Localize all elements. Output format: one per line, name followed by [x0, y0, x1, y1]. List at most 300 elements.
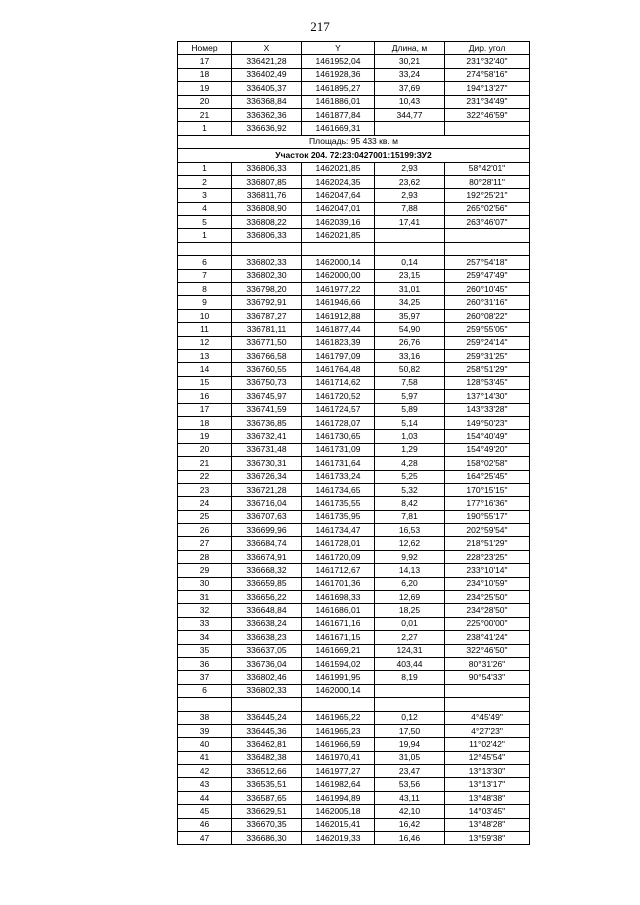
- cell-length: 17,41: [375, 216, 445, 229]
- cell-bearing: 158°02'58": [445, 457, 530, 470]
- cell-length: 5,14: [375, 416, 445, 429]
- cell-y: 1461982,64: [302, 778, 375, 791]
- cell-number: 37: [178, 671, 232, 684]
- cell-bearing: 13°48'38": [445, 791, 530, 804]
- table-row: [178, 390, 530, 403]
- cell-length: 12,62: [375, 537, 445, 550]
- cell-x: 336798,20: [232, 283, 302, 296]
- cell-number: 14: [178, 363, 232, 376]
- cell-y: 1462000,14: [302, 256, 375, 269]
- cell-number: 33: [178, 617, 232, 630]
- cell-length: 403,44: [375, 657, 445, 670]
- cell-number: 11: [178, 323, 232, 336]
- cell-number: 47: [178, 832, 232, 845]
- cell-x: 336741,59: [232, 403, 302, 416]
- table-row: [178, 55, 530, 68]
- cell-bearing: 192°25'21": [445, 189, 530, 202]
- cell-number: 13: [178, 349, 232, 362]
- cell-bearing: 260°10'45": [445, 283, 530, 296]
- cell-y: 1461823,39: [302, 336, 375, 349]
- cell-bearing: [445, 229, 530, 242]
- cell-length: 2,27: [375, 631, 445, 644]
- cell-y: 1461686,01: [302, 604, 375, 617]
- cell-bearing: 14°03'45": [445, 805, 530, 818]
- cell-bearing: 128°53'45": [445, 376, 530, 389]
- cell-bearing: 154°40'49": [445, 430, 530, 443]
- cell-number: 17: [178, 403, 232, 416]
- cell-length: 0,14: [375, 256, 445, 269]
- table-row: [178, 738, 530, 751]
- cell-y: 1461730,65: [302, 430, 375, 443]
- cell-y: 1462000,14: [302, 684, 375, 697]
- cell-x: 336421,28: [232, 55, 302, 68]
- table-row: [178, 724, 530, 737]
- cell-length: 9,92: [375, 550, 445, 563]
- cell-number: 45: [178, 805, 232, 818]
- cell-y: 1461720,52: [302, 390, 375, 403]
- cell-y: 1461952,04: [302, 55, 375, 68]
- table-row: [178, 376, 530, 389]
- table-row: [178, 82, 530, 95]
- cell-bearing: 13°59'38": [445, 832, 530, 845]
- cell-bearing: 4°45'49": [445, 711, 530, 724]
- table-row: [178, 309, 530, 322]
- table-row: [178, 457, 530, 470]
- cell-length: 54,90: [375, 323, 445, 336]
- cell-number: 39: [178, 724, 232, 737]
- cell-x: 336686,30: [232, 832, 302, 845]
- table-row: [178, 296, 530, 309]
- cell-bearing: 234°28'50": [445, 604, 530, 617]
- cell-length: 33,16: [375, 349, 445, 362]
- cell-x: 336726,34: [232, 470, 302, 483]
- cell-bearing: 154°49'20": [445, 443, 530, 456]
- table-row: [178, 68, 530, 81]
- cell-y: 1461731,64: [302, 457, 375, 470]
- cell-length: 7,88: [375, 202, 445, 215]
- cell-x: 336802,33: [232, 684, 302, 697]
- cell-number: 38: [178, 711, 232, 724]
- table-header-row: [178, 42, 530, 55]
- table-row: [178, 778, 530, 791]
- cell-bearing: 265°02'56": [445, 202, 530, 215]
- cell-number: 25: [178, 510, 232, 523]
- table-row: [178, 283, 530, 296]
- cell-x: 336629,51: [232, 805, 302, 818]
- header-number: Номер: [178, 42, 232, 55]
- cell-y: 1461764,48: [302, 363, 375, 376]
- cell-number: 12: [178, 336, 232, 349]
- cell-x: 336684,74: [232, 537, 302, 550]
- cell-x: 336512,66: [232, 765, 302, 778]
- cell-y: 1461714,62: [302, 376, 375, 389]
- table-row: [178, 202, 530, 215]
- cell-bearing: [445, 122, 530, 135]
- cell-number: 20: [178, 95, 232, 108]
- table-row: [178, 229, 530, 242]
- cell-length: [375, 122, 445, 135]
- cell-x: 336731,48: [232, 443, 302, 456]
- cell-bearing: 13°13'30": [445, 765, 530, 778]
- cell-y: 1461912,88: [302, 309, 375, 322]
- cell-bearing: 225°00'00": [445, 617, 530, 630]
- cell-x: 336806,33: [232, 229, 302, 242]
- cell-number: 5: [178, 216, 232, 229]
- cell-number: 44: [178, 791, 232, 804]
- table-row: [178, 430, 530, 443]
- cell-x: 336745,97: [232, 390, 302, 403]
- cell-length: 0,12: [375, 711, 445, 724]
- cell-x: 336462,81: [232, 738, 302, 751]
- cell-bearing: 233°10'14": [445, 564, 530, 577]
- cell-length: 53,56: [375, 778, 445, 791]
- cell-bearing: 231°34'49": [445, 95, 530, 108]
- table-row: [178, 162, 530, 175]
- cell-number: 18: [178, 68, 232, 81]
- table-row: [178, 698, 530, 711]
- cell-number: 30: [178, 577, 232, 590]
- cell-x: 336730,31: [232, 457, 302, 470]
- cell-number: 17: [178, 55, 232, 68]
- cell-length: 30,21: [375, 55, 445, 68]
- cell-bearing: 13°13'17": [445, 778, 530, 791]
- cell-x: 336802,46: [232, 671, 302, 684]
- cell-number: 46: [178, 818, 232, 831]
- cell-length: 5,25: [375, 470, 445, 483]
- table-row: [178, 631, 530, 644]
- cell-length: 17,50: [375, 724, 445, 737]
- cell-bearing: 12°45'54": [445, 751, 530, 764]
- cell-y: 1461720,09: [302, 550, 375, 563]
- header-length: Длина, м: [375, 42, 445, 55]
- cell-number: 40: [178, 738, 232, 751]
- cell-y: 1462021,85: [302, 229, 375, 242]
- cell-y: 1461669,21: [302, 644, 375, 657]
- area-summary: Площадь: 95 433 кв. м: [178, 135, 530, 148]
- cell-number: 10: [178, 309, 232, 322]
- cell-number: 21: [178, 457, 232, 470]
- cell-y: 1461671,15: [302, 631, 375, 644]
- cell-length: 7,81: [375, 510, 445, 523]
- table-row: [178, 242, 530, 255]
- cell-bearing: [445, 684, 530, 697]
- cell-x: 336807,85: [232, 175, 302, 188]
- cell-number: 21: [178, 108, 232, 121]
- cell-x: 336482,38: [232, 751, 302, 764]
- cell-bearing: 58°42'01": [445, 162, 530, 175]
- cell-bearing: 194°13'27": [445, 82, 530, 95]
- cell-length: 5,32: [375, 483, 445, 496]
- cell-length: 16,46: [375, 832, 445, 845]
- cell-length: 2,93: [375, 189, 445, 202]
- table-row: [178, 323, 530, 336]
- table-row: [178, 122, 530, 135]
- cell-y: 1461886,01: [302, 95, 375, 108]
- cell-number: 1: [178, 122, 232, 135]
- cell-number: 7: [178, 269, 232, 282]
- cell-length: 31,05: [375, 751, 445, 764]
- cell-number: 26: [178, 524, 232, 537]
- cell-y: 1462000,00: [302, 269, 375, 282]
- cell-x: 336674,91: [232, 550, 302, 563]
- cell-number: 18: [178, 416, 232, 429]
- cell-y: 1462047,64: [302, 189, 375, 202]
- cell-length: 26,76: [375, 336, 445, 349]
- cell-y: 1461991,95: [302, 671, 375, 684]
- cell-x: 336405,37: [232, 82, 302, 95]
- cell-number: 24: [178, 497, 232, 510]
- cell-x: 336707,63: [232, 510, 302, 523]
- table-row: [178, 537, 530, 550]
- cell-x: 336402,49: [232, 68, 302, 81]
- cell-length: 23,47: [375, 765, 445, 778]
- table-row: [178, 269, 530, 282]
- cell-x: 336648,84: [232, 604, 302, 617]
- cell-y: 1461734,47: [302, 524, 375, 537]
- parcel-title-row: [178, 149, 530, 162]
- table-row: [178, 349, 530, 362]
- cell-bearing: 13°48'28": [445, 818, 530, 831]
- table-row: [178, 791, 530, 804]
- table-row: [178, 751, 530, 764]
- cell-number: 28: [178, 550, 232, 563]
- cell-y: [302, 242, 375, 255]
- cell-bearing: 228°23'25": [445, 550, 530, 563]
- cell-length: [375, 242, 445, 255]
- cell-bearing: 80°28'11": [445, 175, 530, 188]
- cell-x: [232, 698, 302, 711]
- cell-number: 19: [178, 430, 232, 443]
- cell-y: 1462039,16: [302, 216, 375, 229]
- cell-length: 33,24: [375, 68, 445, 81]
- cell-x: 336445,24: [232, 711, 302, 724]
- cell-bearing: 202°59'54": [445, 524, 530, 537]
- cell-bearing: 11°02'42": [445, 738, 530, 751]
- cell-y: 1461994,89: [302, 791, 375, 804]
- cell-y: 1462021,85: [302, 162, 375, 175]
- cell-y: 1462019,33: [302, 832, 375, 845]
- cell-x: 336750,73: [232, 376, 302, 389]
- cell-x: 336736,85: [232, 416, 302, 429]
- cell-y: 1461946,66: [302, 296, 375, 309]
- cell-y: 1461724,57: [302, 403, 375, 416]
- table-row: [178, 711, 530, 724]
- cell-number: 35: [178, 644, 232, 657]
- cell-bearing: 238°41'24": [445, 631, 530, 644]
- cell-x: 336656,22: [232, 591, 302, 604]
- cell-length: 5,97: [375, 390, 445, 403]
- cell-length: 16,42: [375, 818, 445, 831]
- cell-number: 9: [178, 296, 232, 309]
- cell-bearing: 322°46'50": [445, 644, 530, 657]
- cell-x: 336736,04: [232, 657, 302, 670]
- area-summary-row: [178, 135, 530, 148]
- cell-length: 8,42: [375, 497, 445, 510]
- cell-y: 1461733,24: [302, 470, 375, 483]
- cell-length: 0,01: [375, 617, 445, 630]
- cell-length: 19,94: [375, 738, 445, 751]
- cell-bearing: 259°47'49": [445, 269, 530, 282]
- cell-number: 32: [178, 604, 232, 617]
- cell-bearing: 137°14'30": [445, 390, 530, 403]
- cell-y: 1461965,22: [302, 711, 375, 724]
- cell-number: 27: [178, 537, 232, 550]
- cell-number: 16: [178, 390, 232, 403]
- cell-bearing: [445, 698, 530, 711]
- cell-y: 1461877,44: [302, 323, 375, 336]
- cell-bearing: 257°54'18": [445, 256, 530, 269]
- cell-x: 336535,51: [232, 778, 302, 791]
- cell-bearing: 263°46'07": [445, 216, 530, 229]
- cell-bearing: 164°25'45": [445, 470, 530, 483]
- table-row: [178, 818, 530, 831]
- cell-x: 336811,76: [232, 189, 302, 202]
- cell-bearing: 231°32'40": [445, 55, 530, 68]
- table-row: [178, 497, 530, 510]
- cell-x: 336716,04: [232, 497, 302, 510]
- cell-bearing: 260°31'16": [445, 296, 530, 309]
- cell-length: 124,31: [375, 644, 445, 657]
- cell-x: 336638,23: [232, 631, 302, 644]
- table-row: [178, 175, 530, 188]
- cell-number: 3: [178, 189, 232, 202]
- cell-bearing: 143°33'28": [445, 403, 530, 416]
- cell-length: 23,62: [375, 175, 445, 188]
- cell-y: 1461735,55: [302, 497, 375, 510]
- cell-y: 1461895,27: [302, 82, 375, 95]
- table-body: [178, 55, 530, 845]
- cell-x: 336802,30: [232, 269, 302, 282]
- cell-y: 1462005,18: [302, 805, 375, 818]
- cell-x: 336771,50: [232, 336, 302, 349]
- cell-number: 31: [178, 591, 232, 604]
- cell-y: 1461928,36: [302, 68, 375, 81]
- cell-x: 336721,28: [232, 483, 302, 496]
- cell-x: 336760,55: [232, 363, 302, 376]
- table-row: [178, 416, 530, 429]
- cell-y: 1462024,35: [302, 175, 375, 188]
- cell-y: 1462047,01: [302, 202, 375, 215]
- cell-y: 1461669,31: [302, 122, 375, 135]
- cell-number: 34: [178, 631, 232, 644]
- cell-number: 43: [178, 778, 232, 791]
- table-row: [178, 805, 530, 818]
- cell-length: 50,82: [375, 363, 445, 376]
- cell-bearing: 259°55'05": [445, 323, 530, 336]
- cell-bearing: 149°50'23": [445, 416, 530, 429]
- cell-length: 8,19: [375, 671, 445, 684]
- cell-number: 22: [178, 470, 232, 483]
- table-row: [178, 363, 530, 376]
- cell-number: 20: [178, 443, 232, 456]
- cell-length: 23,15: [375, 269, 445, 282]
- cell-y: [302, 698, 375, 711]
- cell-length: [375, 229, 445, 242]
- parcel-title: Участок 204. 72:23:0427001:15199:ЗУ2: [178, 149, 530, 162]
- cell-length: 14,13: [375, 564, 445, 577]
- cell-y: 1461734,65: [302, 483, 375, 496]
- table-row: [178, 564, 530, 577]
- table-row: [178, 483, 530, 496]
- cell-length: 344,77: [375, 108, 445, 121]
- cell-x: 336806,33: [232, 162, 302, 175]
- cell-bearing: 80°31'26": [445, 657, 530, 670]
- cell-bearing: 259°31'25": [445, 349, 530, 362]
- cell-number: 4: [178, 202, 232, 215]
- cell-length: 1,03: [375, 430, 445, 443]
- cell-number: [178, 698, 232, 711]
- cell-x: 336362,36: [232, 108, 302, 121]
- cell-number: 1: [178, 229, 232, 242]
- table-row: [178, 470, 530, 483]
- cell-number: 6: [178, 256, 232, 269]
- cell-number: 19: [178, 82, 232, 95]
- cell-bearing: 170°15'15": [445, 483, 530, 496]
- cell-x: 336732,41: [232, 430, 302, 443]
- table-row: [178, 765, 530, 778]
- cell-x: 336787,27: [232, 309, 302, 322]
- cell-length: 35,97: [375, 309, 445, 322]
- header-x: X: [232, 42, 302, 55]
- cell-bearing: 234°10'59": [445, 577, 530, 590]
- cell-x: 336670,35: [232, 818, 302, 831]
- cell-y: 1461977,27: [302, 765, 375, 778]
- cell-length: 6,20: [375, 577, 445, 590]
- cell-y: 1461970,41: [302, 751, 375, 764]
- cell-bearing: 322°46'59": [445, 108, 530, 121]
- cell-y: 1461735,95: [302, 510, 375, 523]
- cell-x: 336792,91: [232, 296, 302, 309]
- cell-y: 1461965,23: [302, 724, 375, 737]
- cell-x: 336781,11: [232, 323, 302, 336]
- cell-y: 1461701,36: [302, 577, 375, 590]
- cell-length: 1,29: [375, 443, 445, 456]
- cell-length: 31,01: [375, 283, 445, 296]
- table-row: [178, 644, 530, 657]
- table-row: [178, 591, 530, 604]
- header-y: Y: [302, 42, 375, 55]
- cell-x: 336637,05: [232, 644, 302, 657]
- table-row: [178, 671, 530, 684]
- cell-y: 1461797,09: [302, 349, 375, 362]
- cell-number: 2: [178, 175, 232, 188]
- cell-number: 23: [178, 483, 232, 496]
- cell-number: 41: [178, 751, 232, 764]
- cell-number: 42: [178, 765, 232, 778]
- page-number: 217: [310, 19, 330, 34]
- cell-number: [178, 242, 232, 255]
- cell-x: 336699,96: [232, 524, 302, 537]
- table-row: [178, 336, 530, 349]
- cell-length: 4,28: [375, 457, 445, 470]
- table-row: [178, 95, 530, 108]
- table-row: [178, 550, 530, 563]
- cell-x: 336638,24: [232, 617, 302, 630]
- cell-x: 336587,65: [232, 791, 302, 804]
- cell-x: [232, 242, 302, 255]
- table-row: [178, 577, 530, 590]
- table-row: [178, 443, 530, 456]
- cell-number: 6: [178, 684, 232, 697]
- cell-x: 336659,85: [232, 577, 302, 590]
- cell-length: 18,25: [375, 604, 445, 617]
- table-row: [178, 617, 530, 630]
- cell-number: 1: [178, 162, 232, 175]
- cell-length: 12,69: [375, 591, 445, 604]
- cell-number: 15: [178, 376, 232, 389]
- table-row: [178, 510, 530, 523]
- cell-length: 10,43: [375, 95, 445, 108]
